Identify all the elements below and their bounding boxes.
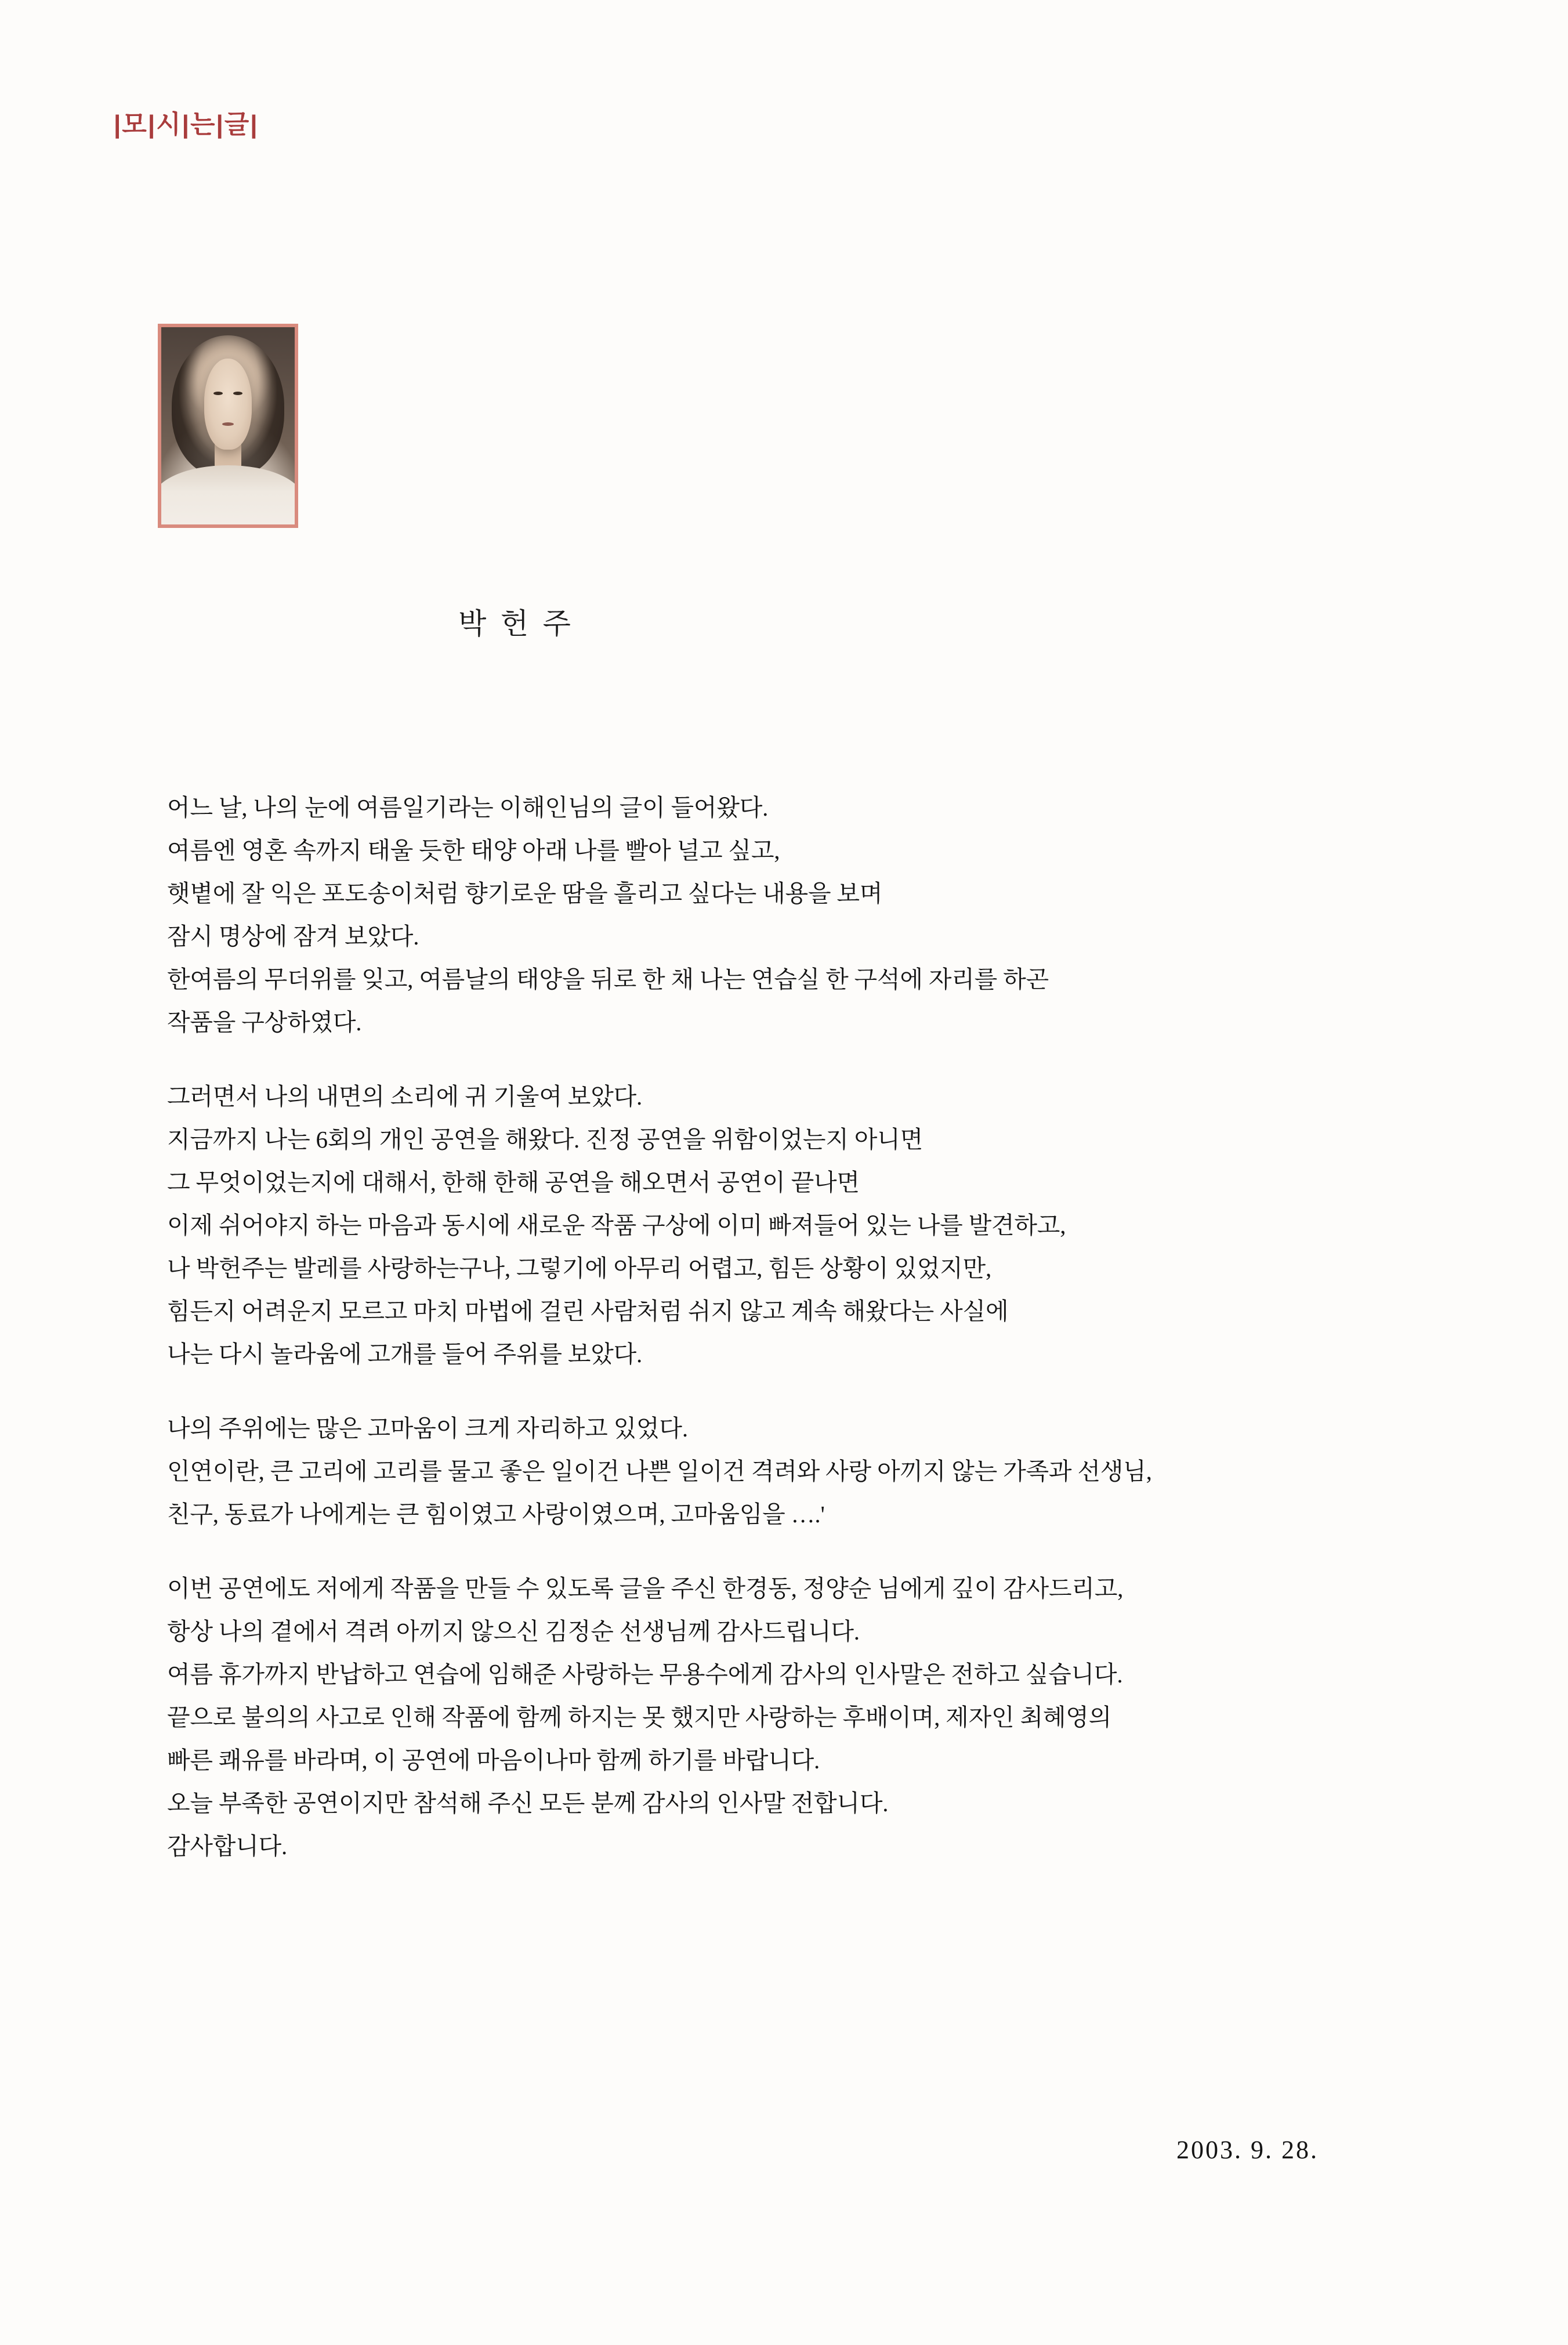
text-line: 오늘 부족한 공연이지만 참석해 주신 모든 분께 감사의 인사말 전합니다. (167, 1790, 889, 1816)
section-marker: |모|시|는|글| (114, 110, 259, 139)
author-byline: 박 헌 주 (458, 607, 574, 640)
portrait-image (161, 327, 295, 524)
paragraph-4 (167, 1567, 1432, 1868)
text-line: 항상 나의 곁에서 격려 아끼지 않으신 김정순 선생님께 감사드립니다. (167, 1618, 860, 1645)
text-line: 지금까지 나는 6회의 개인 공연을 해왔다. 진정 공연을 위함이었는지 아니면 (167, 1126, 923, 1153)
portrait-photo-frame (158, 324, 298, 528)
letter-body (167, 786, 1432, 1868)
text-line: 햇볕에 잘 익은 포도송이처럼 향기로운 땀을 흘리고 싶다는 내용을 보며 (167, 880, 883, 907)
text-line: 감사합니다. (167, 1833, 288, 1859)
portrait-eye-left (213, 392, 223, 395)
text-line: 끝으로 불의의 사고로 인해 작품에 함께 하지는 못 했지만 사랑하는 후배이며, 제자인 최혜영의 (167, 1704, 1112, 1731)
paragraph-2 (167, 1075, 1432, 1376)
text-line: 친구, 동료가 나에게는 큰 힘이였고 사랑이였으며, 고마움임을 ….' (167, 1501, 825, 1528)
text-line: 이번 공연에도 저에게 작품을 만들 수 있도록 글을 주신 한경동, 정양순 님에게 깊이 감사드리고, (167, 1575, 1124, 1602)
text-line: 어느 날, 나의 눈에 여름일기라는 이해인님의 글이 들어왔다. (167, 794, 769, 821)
text-line: 나 박헌주는 발레를 사랑하는구나, 그렇기에 아무리 어렵고, 힘든 상황이 있었지만, (167, 1255, 991, 1282)
portrait-face (204, 359, 252, 449)
text-line: 여름엔 영혼 속까지 태울 듯한 태양 아래 나를 빨아 널고 싶고, (167, 837, 780, 864)
portrait-mouth (222, 422, 234, 426)
text-line: 한여름의 무더위를 잊고, 여름날의 태양을 뒤로 한 채 나는 연습실 한 구석에 자리를 하곤 (167, 966, 1049, 993)
portrait-eye-right (233, 392, 242, 395)
text-line: 이제 쉬어야지 하는 마음과 동시에 새로운 작품 구상에 이미 빠져들어 있는 나를 발견하고, (167, 1212, 1066, 1239)
signature-date: 2003. 9. 28. (1176, 2136, 1319, 2164)
text-line: 힘든지 어려운지 모르고 마치 마법에 걸린 사람처럼 쉬지 않고 계속 해왔다는 사실에 (167, 1298, 1009, 1325)
paragraph-3 (167, 1407, 1432, 1536)
text-line: 그러면서 나의 내면의 소리에 귀 기울여 보았다. (167, 1083, 643, 1110)
text-line: 빠른 쾌유를 바라며, 이 공연에 마음이나마 함께 하기를 바랍니다. (167, 1747, 820, 1774)
text-line: 작품을 구상하였다. (167, 1009, 362, 1036)
text-line: 인연이란, 큰 고리에 고리를 물고 좋은 일이건 나쁜 일이건 격려와 사랑 아끼지 않는 가족과 선생님, (167, 1458, 1152, 1485)
text-line: 나의 주위에는 많은 고마움이 크게 자리하고 있었다. (167, 1415, 688, 1442)
text-line: 여름 휴가까지 반납하고 연습에 임해준 사랑하는 무용수에게 감사의 인사말은 전하고 싶습니다. (167, 1661, 1123, 1688)
text-line: 그 무엇이었는지에 대해서, 한해 한해 공연을 해오면서 공연이 끝나면 (167, 1169, 860, 1196)
paragraph-1 (167, 786, 1432, 1044)
text-line: 나는 다시 놀라움에 고개를 들어 주위를 보았다. (167, 1341, 643, 1367)
text-line: 잠시 명상에 잠겨 보았다. (167, 923, 419, 950)
